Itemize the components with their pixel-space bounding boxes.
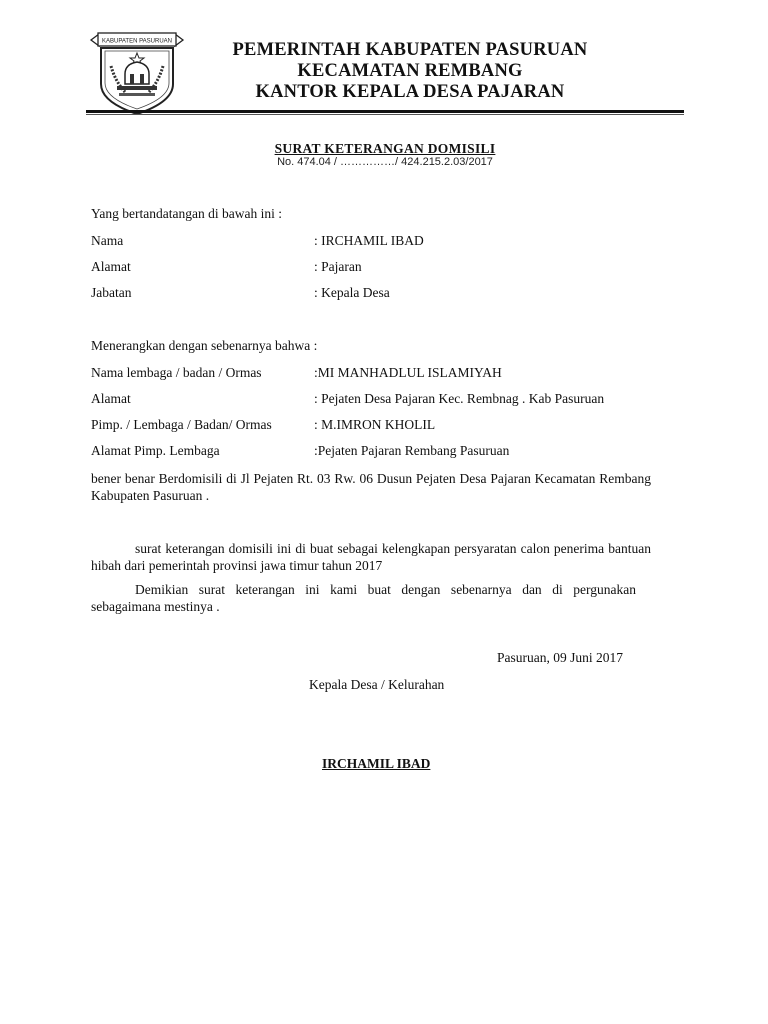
field-value: :Pejaten Pajaran Rembang Pasuruan <box>314 443 510 458</box>
closing-paragraph: Demikian surat keterangan ini kami buat dengan sebenarnya dan di pergunakan sebagaimana mestinya . <box>91 582 636 614</box>
signature-title: Kepala Desa / Kelurahan <box>309 677 445 692</box>
field-label: Nama <box>91 233 124 248</box>
field-value: : Kepala Desa <box>314 285 390 300</box>
field-label: Pimp. / Lembaga / Badan/ Ormas <box>91 417 272 432</box>
document-number: No. 474.04 / ……………/ 424.215.2.03/2017 <box>277 156 493 168</box>
letterhead-office: KANTOR KEPALA DESA PAJARAN <box>255 82 565 102</box>
letterhead-government: PEMERINTAH KABUPATEN PASURUAN <box>232 40 588 60</box>
domicile-statement: bener benar Berdomisili di Jl Pejaten Rt. 03 Rw. 06 Dusun Pejaten Desa Pajaran Kecamatan Rembang Kabupaten Pasuruan . <box>91 471 651 503</box>
letterhead-divider <box>86 110 684 113</box>
svg-text:KABUPATEN PASURUAN: KABUPATEN PASURUAN <box>101 38 173 45</box>
letterhead-district: KECAMATAN REMBANG <box>297 61 523 81</box>
field-value: :MI MANHADLUL ISLAMIYAH <box>314 365 502 380</box>
field-value: : IRCHAMIL IBAD <box>314 233 424 248</box>
field-value: : M.IMRON KHOLIL <box>314 417 436 432</box>
letterhead-divider-thin <box>86 114 684 115</box>
letterhead <box>200 40 620 103</box>
field-value: : Pajaran <box>314 259 362 274</box>
signer-name: IRCHAMIL IBAD <box>322 756 431 771</box>
pasuruan-regency-emblem-icon <box>89 26 185 116</box>
document-title: SURAT KETERANGAN DOMISILI <box>274 141 496 156</box>
signatory-intro: Yang bertandatangan di bawah ini : <box>91 206 282 221</box>
field-label: Nama lembaga / badan / Ormas <box>91 365 262 380</box>
field-label: Alamat Pimp. Lembaga <box>91 443 220 458</box>
field-label: Jabatan <box>91 285 132 300</box>
field-value: : Pejaten Desa Pajaran Kec. Rembnag . Kab Pasuruan <box>314 391 605 406</box>
field-label: Alamat <box>91 391 131 406</box>
purpose-paragraph: surat keterangan domisili ini di buat sebagai kelengkapan persyaratan calon penerima bantuan hibah dari pemerintah provinsi jawa timur tahun 2017 <box>91 541 651 573</box>
field-label: Alamat <box>91 259 131 274</box>
place-date: Pasuruan, 09 Juni 2017 <box>497 650 623 665</box>
statement-intro: Menerangkan dengan sebenarnya bahwa : <box>91 338 318 353</box>
